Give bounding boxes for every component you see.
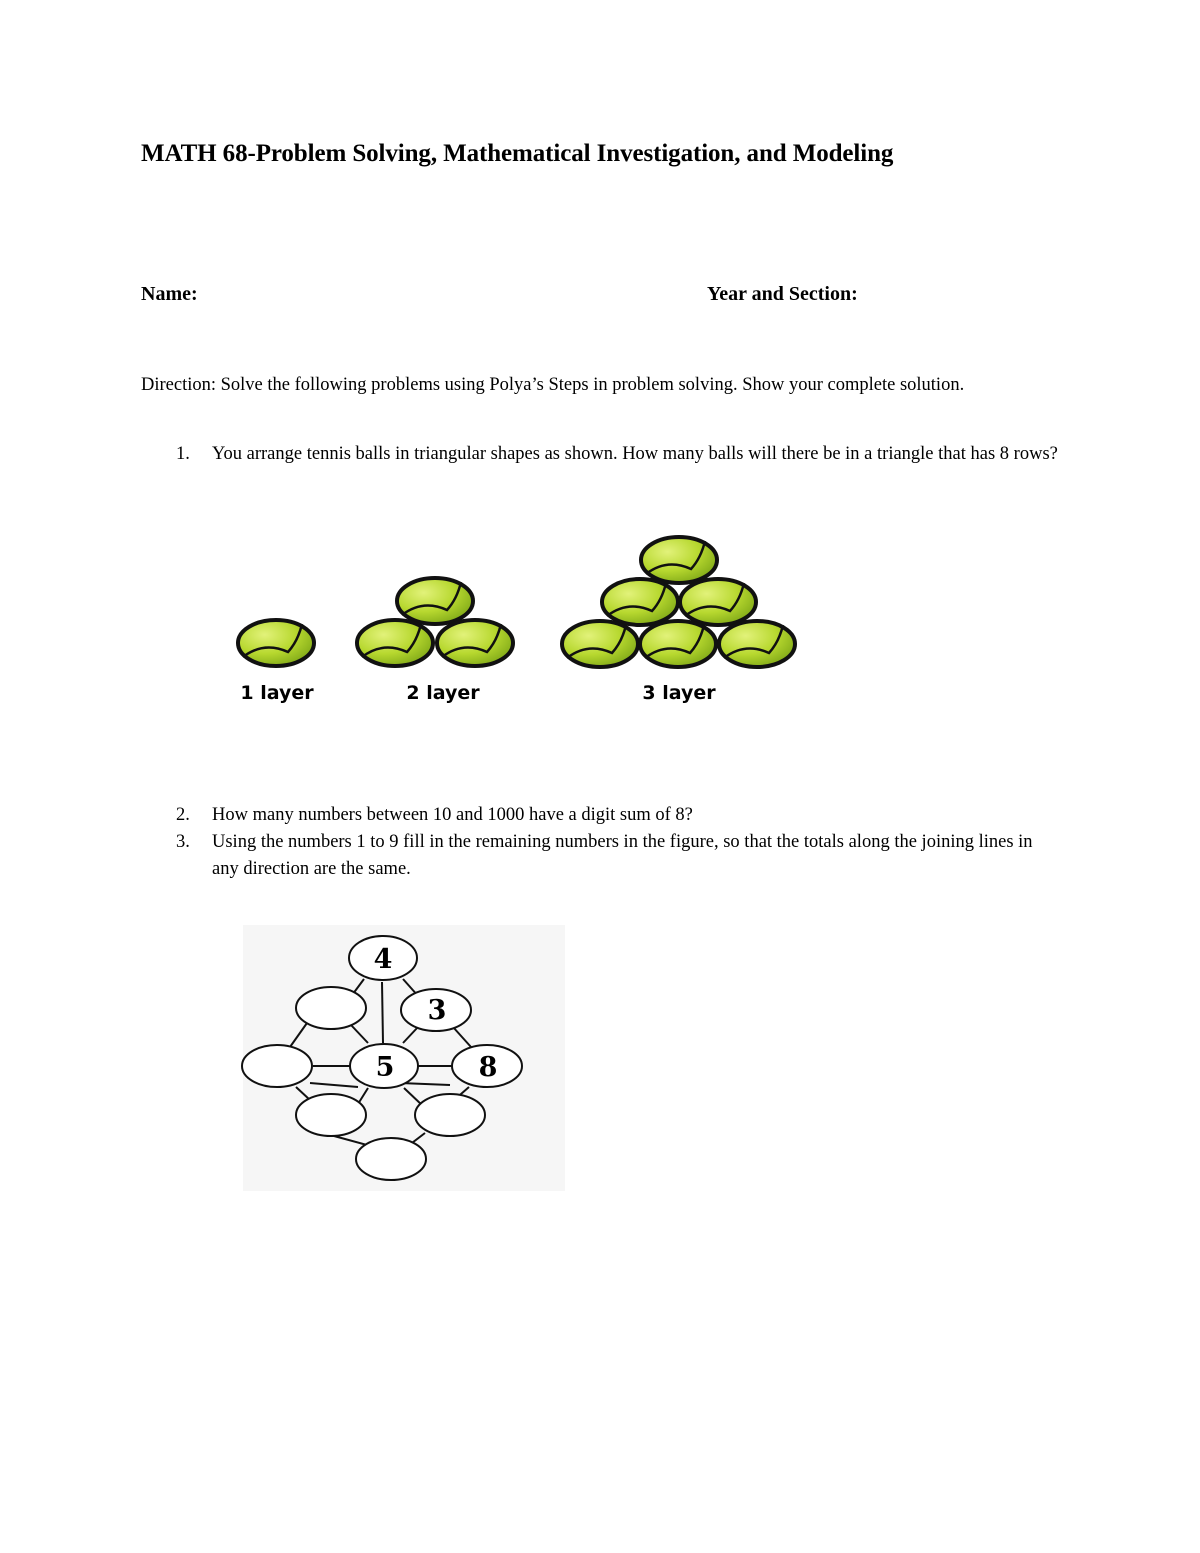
tennis-ball (719, 621, 795, 667)
tennis-ball-figure (220, 530, 820, 715)
document-title: MATH 68-Problem Solving, Mathematical Investigation, and Modeling (141, 140, 894, 167)
layer-label-1: 1 layer (240, 682, 314, 704)
node-center-value: 5 (375, 1052, 395, 1083)
node-right-value: 8 (478, 1052, 498, 1083)
tennis-ball (680, 579, 756, 625)
problem-1-text: You arrange tennis balls in triangular shapes as shown. How many balls will there be in a triangle that has 8 rows? (212, 444, 1058, 464)
problem-3-text: Using the numbers 1 to 9 fill in the remaining numbers in the figure, so that the totals along the joining lines in any direction are the same. (212, 832, 1033, 879)
tennis-ball (640, 621, 716, 667)
tennis-ball (641, 537, 717, 583)
tennis-ball (397, 578, 473, 624)
direction-text: Direction: Solve the following problems using Polya’s Steps in problem solving. Show your complete solution. (141, 375, 965, 395)
problem-3-number: 3. (176, 832, 190, 852)
tennis-ball (602, 579, 678, 625)
problem-2-text: How many numbers between 10 and 1000 have a digit sum of 8? (212, 805, 693, 825)
tennis-ball (562, 621, 638, 667)
problem-1-number: 1. (176, 444, 190, 464)
name-label: Name: (141, 283, 198, 305)
layer-label-3: 3 layer (642, 682, 716, 704)
number-puzzle-figure (240, 925, 565, 1193)
year-section-label: Year and Section: (707, 283, 858, 305)
node-lower-left[interactable] (296, 1094, 366, 1136)
tennis-ball (437, 620, 513, 666)
node-bottom[interactable] (356, 1138, 426, 1180)
node-upper-left[interactable] (296, 987, 366, 1029)
layer-label-2: 2 layer (406, 682, 480, 704)
node-upper-right-value: 3 (427, 995, 447, 1026)
problem-2-number: 2. (176, 805, 190, 825)
node-lower-right[interactable] (415, 1094, 485, 1136)
tennis-ball (238, 620, 314, 666)
node-left[interactable] (242, 1045, 312, 1087)
tennis-ball (357, 620, 433, 666)
node-top-value: 4 (373, 944, 393, 975)
